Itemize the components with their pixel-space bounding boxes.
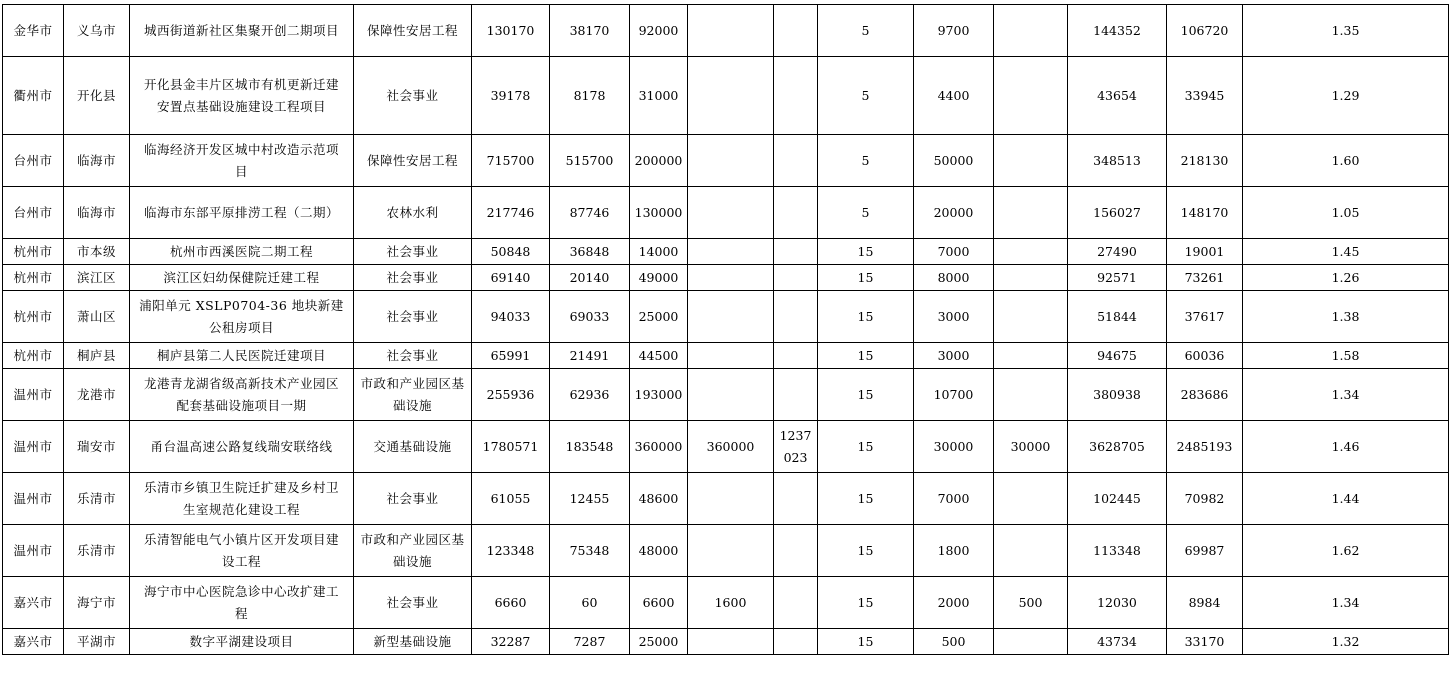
city-cell: 衢州市: [3, 57, 64, 135]
county-cell: 临海市: [64, 187, 130, 239]
col-7-cell: 130000: [630, 187, 688, 239]
col-8-cell: [688, 135, 774, 187]
total-investment-cell: 217746: [472, 187, 550, 239]
category-cell: 保障性安居工程: [354, 5, 472, 57]
col-12-cell: [994, 629, 1068, 655]
col-6-cell: 20140: [550, 265, 630, 291]
col-6-cell: 38170: [550, 5, 630, 57]
ratio-cell: 1.34: [1243, 577, 1449, 629]
city-cell: 杭州市: [3, 239, 64, 265]
col-8-cell: [688, 473, 774, 525]
col-9-cell: [774, 135, 818, 187]
col-13-cell: 94675: [1068, 343, 1167, 369]
col-14-cell: 19001: [1167, 239, 1243, 265]
category-cell: 社会事业: [354, 239, 472, 265]
col-6-cell: 69033: [550, 291, 630, 343]
city-cell: 金华市: [3, 5, 64, 57]
col-13-cell: 113348: [1068, 525, 1167, 577]
city-cell: 杭州市: [3, 291, 64, 343]
county-cell: 瑞安市: [64, 421, 130, 473]
county-cell: 海宁市: [64, 577, 130, 629]
col-12-cell: [994, 239, 1068, 265]
table-row: [3, 629, 1449, 655]
col-8-cell: [688, 525, 774, 577]
col-12-cell: [994, 265, 1068, 291]
project-name-cell: 城西街道新社区集聚开创二期项目: [130, 5, 354, 57]
col-10-cell: 5: [818, 135, 914, 187]
table-row: [3, 187, 1449, 239]
col-13-cell: 348513: [1068, 135, 1167, 187]
col-7-cell: 44500: [630, 343, 688, 369]
table-row: [3, 421, 1449, 473]
col-9-cell: [774, 343, 818, 369]
ratio-cell: 1.29: [1243, 57, 1449, 135]
col-9-cell: [774, 369, 818, 421]
county-cell: 开化县: [64, 57, 130, 135]
col-8-cell: 1600: [688, 577, 774, 629]
col-14-cell: 69987: [1167, 525, 1243, 577]
project-name-cell: 龙港青龙湖省级高新技术产业园区配套基础设施项目一期: [130, 369, 354, 421]
ratio-cell: 1.32: [1243, 629, 1449, 655]
col-11-cell: 8000: [914, 265, 994, 291]
col-11-cell: 7000: [914, 239, 994, 265]
col-6-cell: 7287: [550, 629, 630, 655]
category-cell: 保障性安居工程: [354, 135, 472, 187]
col-8-cell: [688, 265, 774, 291]
col-13-cell: 92571: [1068, 265, 1167, 291]
col-12-cell: 30000: [994, 421, 1068, 473]
total-investment-cell: 94033: [472, 291, 550, 343]
col-8-cell: [688, 343, 774, 369]
table-row: [3, 135, 1449, 187]
county-cell: 义乌市: [64, 5, 130, 57]
col-14-cell: 33945: [1167, 57, 1243, 135]
col-9-cell: [774, 57, 818, 135]
ratio-cell: 1.05: [1243, 187, 1449, 239]
col-13-cell: 27490: [1068, 239, 1167, 265]
county-cell: 龙港市: [64, 369, 130, 421]
col-7-cell: 49000: [630, 265, 688, 291]
col-8-cell: [688, 239, 774, 265]
col-7-cell: 48000: [630, 525, 688, 577]
county-cell: 桐庐县: [64, 343, 130, 369]
county-cell: 平湖市: [64, 629, 130, 655]
col-14-cell: 283686: [1167, 369, 1243, 421]
total-investment-cell: 1780571: [472, 421, 550, 473]
col-7-cell: 193000: [630, 369, 688, 421]
category-cell: 社会事业: [354, 291, 472, 343]
project-name-cell: 桐庐县第二人民医院迁建项目: [130, 343, 354, 369]
ratio-cell: 1.62: [1243, 525, 1449, 577]
col-9-cell: [774, 473, 818, 525]
col-11-cell: 4400: [914, 57, 994, 135]
table-row: [3, 473, 1449, 525]
project-name-cell: 浦阳单元 XSLP0704-36 地块新建公租房项目: [130, 291, 354, 343]
city-cell: 台州市: [3, 187, 64, 239]
col-9-cell: [774, 629, 818, 655]
city-cell: 嘉兴市: [3, 577, 64, 629]
col-9-cell: [774, 187, 818, 239]
col-7-cell: 48600: [630, 473, 688, 525]
col-10-cell: 15: [818, 343, 914, 369]
col-13-cell: 3628705: [1068, 421, 1167, 473]
col-14-cell: 8984: [1167, 577, 1243, 629]
col-13-cell: 102445: [1068, 473, 1167, 525]
table-row: [3, 369, 1449, 421]
col-7-cell: 200000: [630, 135, 688, 187]
col-13-cell: 380938: [1068, 369, 1167, 421]
col-13-cell: 43654: [1068, 57, 1167, 135]
col-6-cell: 12455: [550, 473, 630, 525]
col-10-cell: 15: [818, 577, 914, 629]
col-11-cell: 3000: [914, 291, 994, 343]
county-cell: 萧山区: [64, 291, 130, 343]
category-cell: 新型基础设施: [354, 629, 472, 655]
total-investment-cell: 61055: [472, 473, 550, 525]
col-9-cell: [774, 525, 818, 577]
total-investment-cell: 130170: [472, 5, 550, 57]
col-8-cell: [688, 291, 774, 343]
total-investment-cell: 715700: [472, 135, 550, 187]
ratio-cell: 1.38: [1243, 291, 1449, 343]
col-14-cell: 73261: [1167, 265, 1243, 291]
total-investment-cell: 69140: [472, 265, 550, 291]
category-cell: 社会事业: [354, 473, 472, 525]
col-12-cell: 500: [994, 577, 1068, 629]
ratio-cell: 1.46: [1243, 421, 1449, 473]
col-11-cell: 500: [914, 629, 994, 655]
county-cell: 市本级: [64, 239, 130, 265]
col-6-cell: 8178: [550, 57, 630, 135]
ratio-cell: 1.58: [1243, 343, 1449, 369]
col-9-cell: 1237023: [774, 421, 818, 473]
col-6-cell: 75348: [550, 525, 630, 577]
county-cell: 乐清市: [64, 525, 130, 577]
project-name-cell: 临海市东部平原排涝工程（二期）: [130, 187, 354, 239]
col-13-cell: 156027: [1068, 187, 1167, 239]
col-9-cell: [774, 239, 818, 265]
table-row: [3, 265, 1449, 291]
col-11-cell: 30000: [914, 421, 994, 473]
col-14-cell: 37617: [1167, 291, 1243, 343]
col-8-cell: 360000: [688, 421, 774, 473]
col-7-cell: 31000: [630, 57, 688, 135]
project-name-cell: 杭州市西溪医院二期工程: [130, 239, 354, 265]
col-12-cell: [994, 57, 1068, 135]
col-10-cell: 5: [818, 57, 914, 135]
col-12-cell: [994, 525, 1068, 577]
col-10-cell: 15: [818, 265, 914, 291]
col-7-cell: 25000: [630, 629, 688, 655]
col-14-cell: 106720: [1167, 5, 1243, 57]
category-cell: 社会事业: [354, 57, 472, 135]
col-6-cell: 60: [550, 577, 630, 629]
col-9-cell: [774, 291, 818, 343]
ratio-cell: 1.60: [1243, 135, 1449, 187]
county-cell: 乐清市: [64, 473, 130, 525]
col-6-cell: 62936: [550, 369, 630, 421]
project-name-cell: 数字平湖建设项目: [130, 629, 354, 655]
total-investment-cell: 50848: [472, 239, 550, 265]
col-14-cell: 218130: [1167, 135, 1243, 187]
col-14-cell: 33170: [1167, 629, 1243, 655]
col-12-cell: [994, 187, 1068, 239]
col-8-cell: [688, 5, 774, 57]
col-11-cell: 1800: [914, 525, 994, 577]
city-cell: 温州市: [3, 525, 64, 577]
table-row: [3, 291, 1449, 343]
col-12-cell: [994, 369, 1068, 421]
ratio-cell: 1.45: [1243, 239, 1449, 265]
category-cell: 交通基础设施: [354, 421, 472, 473]
col-6-cell: 21491: [550, 343, 630, 369]
category-cell: 社会事业: [354, 577, 472, 629]
project-name-cell: 乐清智能电气小镇片区开发项目建设工程: [130, 525, 354, 577]
col-12-cell: [994, 473, 1068, 525]
city-cell: 杭州市: [3, 265, 64, 291]
col-12-cell: [994, 5, 1068, 57]
col-9-cell: [774, 577, 818, 629]
project-name-cell: 海宁市中心医院急诊中心改扩建工程: [130, 577, 354, 629]
col-11-cell: 50000: [914, 135, 994, 187]
city-cell: 温州市: [3, 473, 64, 525]
category-cell: 市政和产业园区基础设施: [354, 369, 472, 421]
col-11-cell: 2000: [914, 577, 994, 629]
col-11-cell: 7000: [914, 473, 994, 525]
category-cell: 市政和产业园区基础设施: [354, 525, 472, 577]
ratio-cell: 1.35: [1243, 5, 1449, 57]
table-row: [3, 525, 1449, 577]
col-10-cell: 15: [818, 369, 914, 421]
city-cell: 温州市: [3, 421, 64, 473]
col-13-cell: 12030: [1068, 577, 1167, 629]
col-11-cell: 3000: [914, 343, 994, 369]
ratio-cell: 1.34: [1243, 369, 1449, 421]
col-10-cell: 15: [818, 239, 914, 265]
col-8-cell: [688, 57, 774, 135]
total-investment-cell: 39178: [472, 57, 550, 135]
ratio-cell: 1.44: [1243, 473, 1449, 525]
col-10-cell: 15: [818, 291, 914, 343]
col-6-cell: 183548: [550, 421, 630, 473]
col-12-cell: [994, 291, 1068, 343]
total-investment-cell: 6660: [472, 577, 550, 629]
project-name-cell: 滨江区妇幼保健院迁建工程: [130, 265, 354, 291]
table-row: [3, 5, 1449, 57]
col-14-cell: 2485193: [1167, 421, 1243, 473]
col-10-cell: 15: [818, 629, 914, 655]
col-10-cell: 15: [818, 473, 914, 525]
category-cell: 社会事业: [354, 265, 472, 291]
city-cell: 台州市: [3, 135, 64, 187]
col-10-cell: 5: [818, 5, 914, 57]
ratio-cell: 1.26: [1243, 265, 1449, 291]
table-row: [3, 343, 1449, 369]
category-cell: 社会事业: [354, 343, 472, 369]
table-row: [3, 57, 1449, 135]
col-10-cell: 15: [818, 421, 914, 473]
category-cell: 农林水利: [354, 187, 472, 239]
project-name-cell: 甬台温高速公路复线瑞安联络线: [130, 421, 354, 473]
col-12-cell: [994, 343, 1068, 369]
col-14-cell: 148170: [1167, 187, 1243, 239]
city-cell: 温州市: [3, 369, 64, 421]
col-8-cell: [688, 369, 774, 421]
table-row: [3, 577, 1449, 629]
col-7-cell: 25000: [630, 291, 688, 343]
project-name-cell: 临海经济开发区城中村改造示范项目: [130, 135, 354, 187]
county-cell: 临海市: [64, 135, 130, 187]
col-13-cell: 51844: [1068, 291, 1167, 343]
col-6-cell: 87746: [550, 187, 630, 239]
project-table: [2, 4, 1449, 655]
col-9-cell: [774, 265, 818, 291]
project-name-cell: 乐清市乡镇卫生院迁扩建及乡村卫生室规范化建设工程: [130, 473, 354, 525]
col-10-cell: 15: [818, 525, 914, 577]
col-11-cell: 10700: [914, 369, 994, 421]
table-row: [3, 239, 1449, 265]
col-11-cell: 9700: [914, 5, 994, 57]
total-investment-cell: 123348: [472, 525, 550, 577]
total-investment-cell: 255936: [472, 369, 550, 421]
col-7-cell: 14000: [630, 239, 688, 265]
col-14-cell: 70982: [1167, 473, 1243, 525]
col-7-cell: 92000: [630, 5, 688, 57]
col-6-cell: 36848: [550, 239, 630, 265]
col-13-cell: 144352: [1068, 5, 1167, 57]
col-14-cell: 60036: [1167, 343, 1243, 369]
project-name-cell: 开化县金丰片区城市有机更新迁建安置点基础设施建设工程项目: [130, 57, 354, 135]
col-11-cell: 20000: [914, 187, 994, 239]
col-7-cell: 360000: [630, 421, 688, 473]
col-9-cell: [774, 5, 818, 57]
col-13-cell: 43734: [1068, 629, 1167, 655]
col-7-cell: 6600: [630, 577, 688, 629]
city-cell: 嘉兴市: [3, 629, 64, 655]
col-10-cell: 5: [818, 187, 914, 239]
total-investment-cell: 32287: [472, 629, 550, 655]
table-body: [3, 5, 1449, 655]
county-cell: 滨江区: [64, 265, 130, 291]
city-cell: 杭州市: [3, 343, 64, 369]
col-8-cell: [688, 629, 774, 655]
col-8-cell: [688, 187, 774, 239]
col-6-cell: 515700: [550, 135, 630, 187]
col-12-cell: [994, 135, 1068, 187]
total-investment-cell: 65991: [472, 343, 550, 369]
